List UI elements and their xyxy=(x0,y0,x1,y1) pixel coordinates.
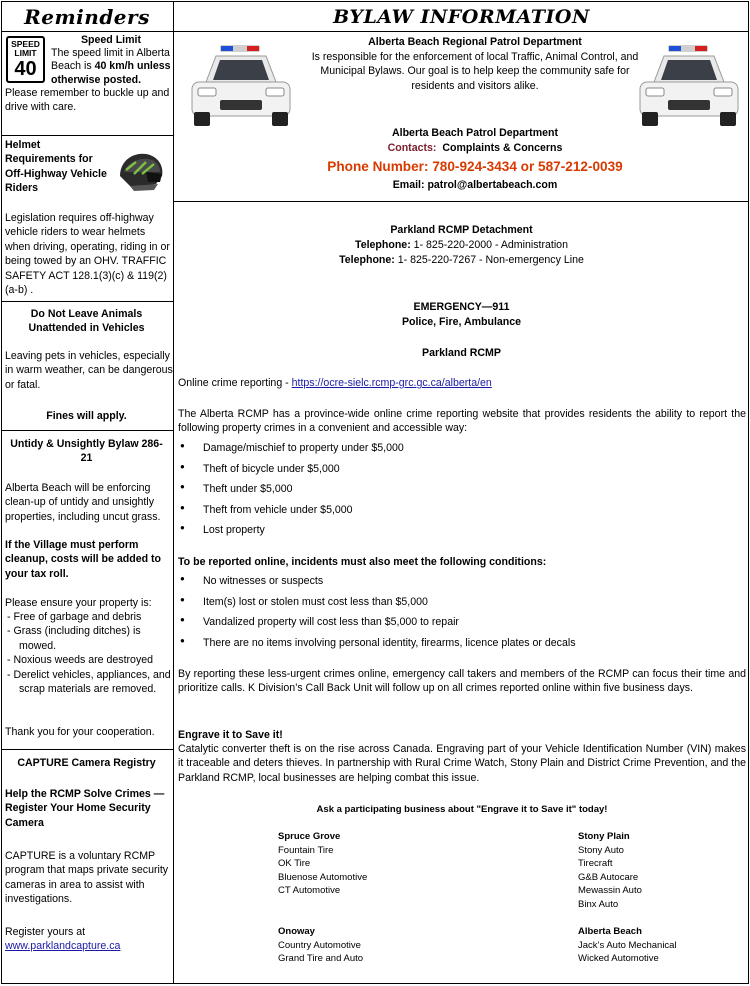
untidy-ensure: Please ensure your property is: xyxy=(5,597,152,609)
conditions-title: To be reported online, incidents must also meet the following conditions: xyxy=(178,556,547,568)
town-name: Spruce Grove xyxy=(278,831,341,842)
list-item: Binx Auto xyxy=(578,898,619,910)
list-item: ● There are no items involving personal identity, firearms, licence plates or decals xyxy=(178,636,746,657)
capture-title: CAPTURE Camera Registry xyxy=(17,757,156,769)
bylaw-header: BYLAW INFORMATION xyxy=(333,6,590,28)
helmet-icon xyxy=(116,150,166,196)
regional-title: Alberta Beach Regional Patrol Department xyxy=(368,36,582,48)
untidy-title: Untidy & Unsightly Bylaw 286-21 xyxy=(10,438,163,465)
business-group-spruce-grove xyxy=(278,830,367,898)
police-car-icon xyxy=(634,42,744,132)
list-item: Bluenose Automotive xyxy=(278,871,368,883)
sign-value: 40 xyxy=(14,58,37,80)
list-item: ● Theft of bicycle under $5,000 xyxy=(178,462,746,483)
list-item: CT Automotive xyxy=(278,885,341,897)
list-item: Stony Auto xyxy=(578,844,624,856)
town-name: Onoway xyxy=(278,926,315,937)
patrol-contacts: Contacts: Complaints & Concerns xyxy=(387,142,563,154)
rcmp-detachment: Parkland RCMP Detachment xyxy=(390,224,533,236)
speed-title: Speed Limit xyxy=(80,34,142,46)
list-item: Tirecraft xyxy=(578,858,613,870)
list-item: - Noxious weeds are destroyed xyxy=(7,654,154,667)
list-item: ● Theft from vehicle under $5,000 xyxy=(178,503,746,524)
list-item: G&B Autocare xyxy=(578,871,639,883)
list-item: Jack’s Auto Mechanical xyxy=(578,939,677,951)
emergency-title: EMERGENCY—911 xyxy=(413,301,510,313)
untidy-warning: If the Village must perform cleanup, costs will be added to your tax roll. xyxy=(5,539,161,580)
online-reporting: Online crime reporting - https://ocre-sielc.rcmp-grc.gc.ca/alberta/en xyxy=(178,377,492,389)
list-item: ● Vandalized property will cost less than $5,000 to repair xyxy=(178,615,746,636)
capture-register: Register yours at xyxy=(5,926,86,938)
list-item: Grand Tire and Auto xyxy=(278,953,364,965)
rcmp-tel-admin: Telephone: 1- 825-220-2000 - Administration xyxy=(355,239,568,251)
list-item: Wicked Automotive xyxy=(578,953,659,965)
divider-bylaw xyxy=(174,201,749,202)
online-reporting-link[interactable]: https://ocre-sielc.rcmp-grc.gc.ca/alberta/en xyxy=(291,377,492,389)
capture-link-wrap xyxy=(5,939,171,953)
conditions-list xyxy=(178,574,746,656)
parkland-rcmp: Parkland RCMP xyxy=(422,347,501,359)
rcmp-intro: The Alberta RCMP has a province-wide online crime reporting website that provides residents the ability to report the following property crimes in a convenient and accessible way: xyxy=(178,408,746,435)
helmet-title: Helmet Requirements for Off-Highway Vehicle Riders xyxy=(5,139,107,195)
list-item: Fountain Tire xyxy=(278,844,334,856)
engrave-ask: Ask a participating business about "Engrave it to Save it" today! xyxy=(316,804,608,815)
untidy-list xyxy=(5,610,171,696)
emergency-services: Police, Fire, Ambulance xyxy=(401,316,522,328)
divider-untidy xyxy=(1,749,174,750)
animals-body: Leaving pets in vehicles, especially in warm weather, can be dangerous or fatal. xyxy=(5,350,173,391)
animals-title: Do Not Leave Animals Unattended in Vehicles xyxy=(28,308,145,335)
crime-list xyxy=(178,441,746,544)
patrol-email: Email: patrol@albertabeach.com xyxy=(392,179,558,191)
rcmp-tel-nonemergency: Telephone: 1- 825-220-7267 - Non-emergency Line xyxy=(339,254,584,266)
untidy-body: Alberta Beach will be enforcing clean-up of untidy and unsightly properties, including uncut grass. xyxy=(5,482,161,523)
list-item: - Derelict vehicles, appliances, and scrap materials are removed. xyxy=(7,668,171,696)
list-item: OK Tire xyxy=(278,858,311,870)
list-item: ● Damage/mischief to property under $5,000 xyxy=(178,441,746,462)
column-divider xyxy=(173,1,174,984)
town-name: Alberta Beach xyxy=(578,926,642,937)
list-item: Country Automotive xyxy=(278,939,361,951)
list-item: ● Item(s) lost or stolen must cost less than $5,000 xyxy=(178,595,746,616)
untidy-thanks: Thank you for your cooperation. xyxy=(5,726,155,738)
list-item: ● Theft under $5,000 xyxy=(178,482,746,503)
list-item: ● No witnesses or suspects xyxy=(178,574,746,595)
patrol-phone: Phone Number: 780-924-3434 or 587-212-0039 xyxy=(327,159,623,174)
divider-animals xyxy=(1,430,174,431)
divider-speed xyxy=(1,135,174,136)
town-name: Stony Plain xyxy=(578,831,630,842)
animals-fines: Fines will apply. xyxy=(46,410,127,422)
engrave-body: Catalytic converter theft is on the rise across Canada. Engraving part of your Vehicle Identification Number (VIN) makes it traceable and deters thieves. In partnership with Rural Crime Watch, Stony Plain and District Crime Prevention, and the Parkland RCMP, local businesses are helping combat this issue. xyxy=(178,743,746,784)
business-group-alberta-beach xyxy=(578,925,677,966)
speed-body: The speed limit in Alberta Beach is 40 km/h unless otherwise posted. Please remember to buckle up and drive with care. xyxy=(5,47,171,113)
list-item: - Free of garbage and debris xyxy=(7,611,142,623)
list-item: ● Lost property xyxy=(178,523,746,544)
capture-subtitle: Help the RCMP Solve Crimes — Register Your Home Security Camera xyxy=(5,788,165,829)
list-item: Mewassin Auto xyxy=(578,885,642,897)
sign-top-text: SPEED LIMIT xyxy=(11,39,40,58)
patrol-title: Alberta Beach Patrol Department xyxy=(391,127,558,139)
engrave-title: Engrave it to Save it! xyxy=(178,729,283,741)
business-group-onoway xyxy=(278,925,363,966)
capture-body: CAPTURE is a voluntary RCMP program that maps private security cameras in area to assist with investigations. xyxy=(5,850,169,906)
capture-link[interactable]: www.parklandcapture.ca xyxy=(5,940,121,952)
reminders-header: Reminders xyxy=(24,5,150,29)
business-group-stony-plain xyxy=(578,830,642,912)
regional-body: Is responsible for the enforcement of local Traffic, Animal Control, and Municipal Bylaws. Our goal is to help keep the community safe for residents and visitors alike. xyxy=(311,51,639,92)
rcmp-reporting: By reporting these less-urgent crimes online, emergency call takers and members of the RCMP can focus their time and prioritize calls. K Division’s Call Back Unit will follow up on all crimes reported online within five business days. xyxy=(178,668,746,695)
divider-helmet xyxy=(1,301,174,302)
list-item: - Grass (including ditches) is mowed. xyxy=(7,625,141,652)
helmet-body: Legislation requires off-highway vehicle riders to wear helmets when driving, operating, riding in or being towed by an OHV. TRAFFIC SAFETY ACT 128.1(3)(c) & 119(2)(a-b) . xyxy=(5,212,170,297)
police-car-icon xyxy=(186,42,296,132)
